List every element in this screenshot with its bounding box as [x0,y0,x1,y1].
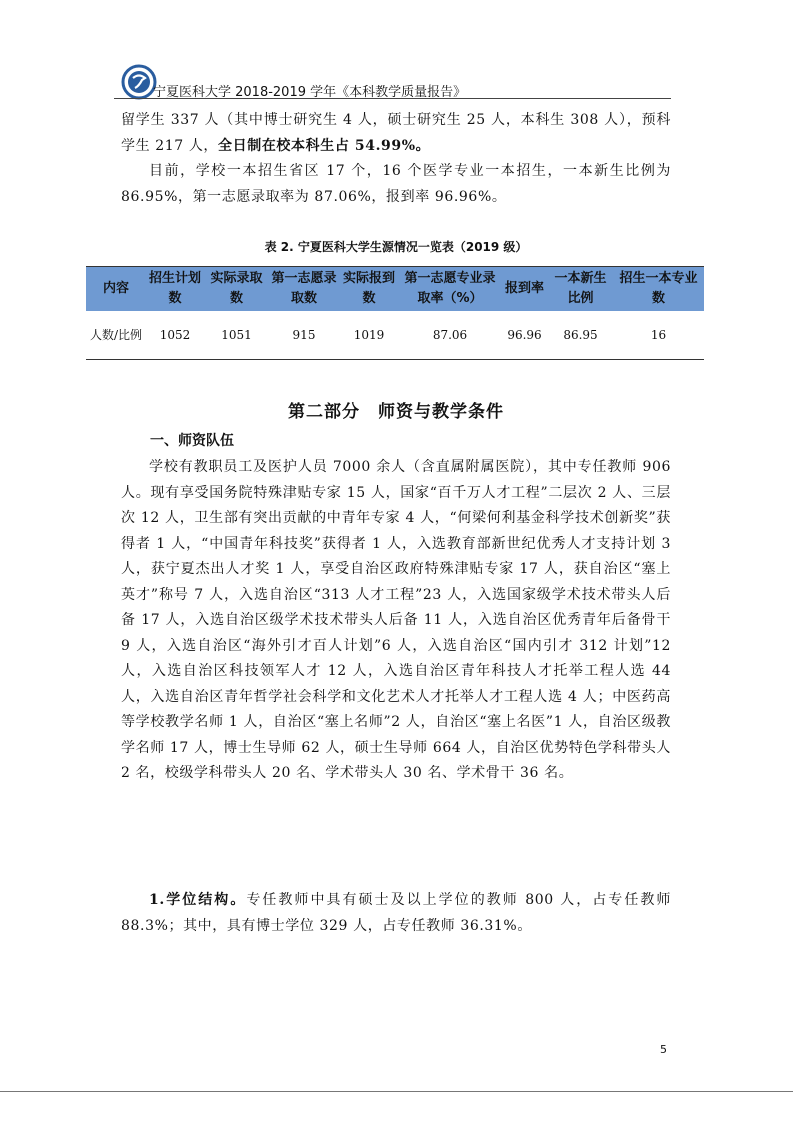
university-logo-icon [121,64,157,100]
table-header-cell: 一本新生比例 [548,267,613,312]
degree-paragraph: 1.学位结构。专任教师中具有硕士及以上学位的教师 800 人，占专任教师 88.3%；其中，具有博士学位 329 人，占专任教师 36.31%。 [121,892,671,934]
table-caption: 表 2. 宁夏医科大学生源情况一览表（2019 级） [264,240,528,254]
table-header-cell: 实际录取数 [204,267,269,312]
table-cell: 915 [269,311,339,360]
footer-divider [0,1091,793,1092]
table-cell: 1019 [339,311,399,360]
table-header-cell: 内容 [86,267,146,312]
intro-text [121,108,671,210]
intro-paragraph-2: 目前，学校一本招生省区 17 个，16 个医学专业一本招生，一本新生比例为 86.95%，第一志愿录取率为 87.06%，报到率 96.96%。 [121,163,671,205]
table-header-row [86,267,704,312]
enrollment-table [86,266,704,360]
table-cell: 1051 [204,311,269,360]
table-header-cell: 报到率 [501,267,548,312]
degree-text [121,888,671,939]
faculty-paragraph: 学校有教职员工及医护人员 7000 余人（含直属附属医院），其中专任教师 906 人。现有享受国务院特殊津贴专家 15 人，国家“百千万人才工程”二层次 2 人、三层次 12 人，卫生部有突出贡献的中青年专家 4 人，“何梁何利基金科学技术创新奖”获得者 1 人，“中国青年科技奖”获得者 1 人，入选教育部新世纪优秀人才支持计划 3 人，获宁夏杰出人才奖 1 人，享受自治区政府特殊津贴专家 17 人，获自治区“塞上英才”称号 7 人，入选自治区“313 人才工程”23 人，入选国家级学术技术带头人后备 17 人，入选自治区级学术技术带头人后备 11 人，入选自治区优秀青年后备骨干 9 人，入选自治区“海外引才百人计划”6 人，入选自治区“国内引才 312 计划”12 人，入选自治区科技领军人才 12 人，入选自治区青年科技人才托举工程人选 44 人，入选自治区青年哲学社会科学和文化艺术人才托举人才工程人选 4 人；中医药高等学校教学名师 1 人，自治区“塞上名师”2 人，自治区“塞上名医”1 人，自治区级教学名师 17 人，博士生导师 62 人，硕士生导师 664 人，自治区优势特色学科带头人 2 名，校级学科带头人 20 名、学术带头人 30 名、学术骨干 36 名。 [121,459,672,781]
table-header-cell: 招生一本专业数 [613,267,704,312]
table-cell: 86.95 [548,311,613,360]
header-title: 宁夏医科大学 2018-2019 学年《本科教学质量报告》 [153,85,467,100]
table-cell: 87.06 [399,311,501,360]
table-header-cell: 第一志愿专业录取率（%） [399,267,501,312]
table-row [86,311,704,360]
table-header-cell: 招生计划数 [146,267,204,312]
table-cell: 人数/比例 [86,311,146,360]
table-cell: 16 [613,311,704,360]
table-cell: 96.96 [501,311,548,360]
page-header [114,64,671,104]
header-divider [114,98,671,99]
section-title: 第二部分 师资与教学条件 [288,402,504,422]
faculty-text [121,455,671,787]
table-header-cell: 第一志愿录取数 [269,267,339,312]
page-number: 5 [660,1043,667,1056]
subsection-title: 一、师资队伍 [150,433,234,449]
table-cell: 1052 [146,311,204,360]
table-header-cell: 实际报到数 [339,267,399,312]
intro-paragraph-1: 留学生 337 人（其中博士研究生 4 人，硕士研究生 25 人，本科生 308 人），预科学生 217 人，全日制在校本科生占 54.99%。 [121,112,671,154]
